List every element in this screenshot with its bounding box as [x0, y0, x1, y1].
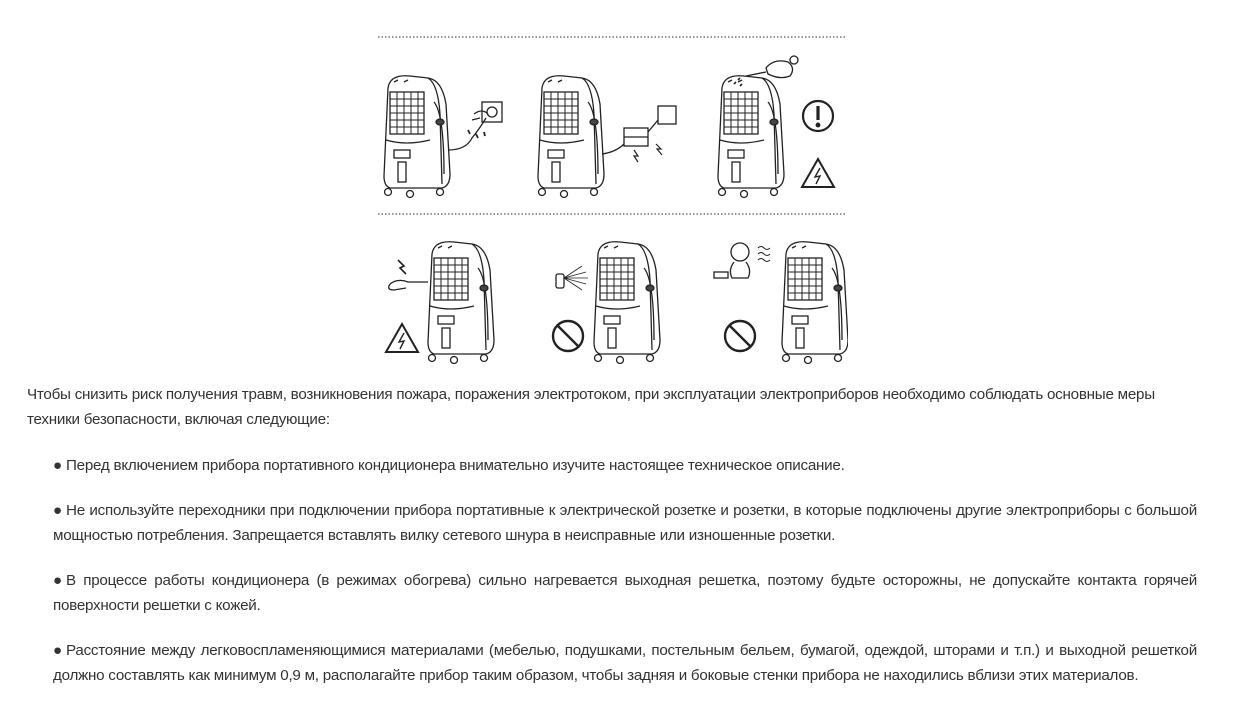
bullet-icon: ●: [53, 642, 62, 659]
exclamation-icon: [803, 101, 833, 131]
rule-text: Не используйте переходники при подключении прибора портативные к электрической розетке и розетки, в которые подключены другие электроприборы с большой мощностью потребления. Запрещается вставлять вилку сетевого шнура в неисправные или изношенные розетки.: [53, 502, 1197, 544]
electric-hazard-icon: [802, 159, 834, 187]
bullet-icon: ●: [53, 502, 62, 519]
panel-child-safety: [714, 242, 848, 364]
rule-text: Расстояние между легковоспламеняющимися материалами (мебелью, подушками, постельным бельем, бумагой, одеждой, шторами и т.п.) и выходной решеткой должно составлять как минимум 0,9 м, располагайте прибор таким образом, чтобы задняя и боковые стенки прибора не находились вблизи этих материалов.: [53, 642, 1197, 684]
panel-water-on-top: [718, 56, 834, 198]
safety-rules-list: [27, 453, 1197, 688]
panel-metal-object: [386, 242, 494, 364]
safety-instructions: [27, 382, 1197, 688]
bullet-icon: ●: [53, 457, 62, 474]
rule-text: В процессе работы кондиционера (в режимах обогрева) сильно нагревается выходная решетка, поэтому будьте осторожны, не допускайте контакта горячей поверхности решетки с кожей.: [53, 572, 1197, 614]
panel-damaged-socket: [538, 76, 676, 198]
rule-text: Перед включением прибора портативного кондиционера внимательно изучите настоящее техническое описание.: [66, 457, 845, 474]
electric-hazard-icon: [386, 324, 418, 352]
prohibited-icon: [725, 321, 755, 351]
intro-paragraph: Чтобы снизить риск получения травм, возникновения пожара, поражения электротоком, при эксплуатации электроприборов необходимо соблюдать основные меры техники безопасности, включая следующие:: [27, 386, 1155, 428]
safety-illustration: [376, 34, 848, 364]
list-item: [53, 498, 1197, 548]
list-item: [53, 453, 1197, 478]
list-item: [53, 638, 1197, 688]
panel-no-aerosol: [553, 242, 660, 364]
prohibited-icon: [553, 321, 583, 351]
list-item: [53, 568, 1197, 618]
panel-wet-hands-plug: [384, 76, 502, 198]
bullet-icon: ●: [53, 572, 62, 589]
